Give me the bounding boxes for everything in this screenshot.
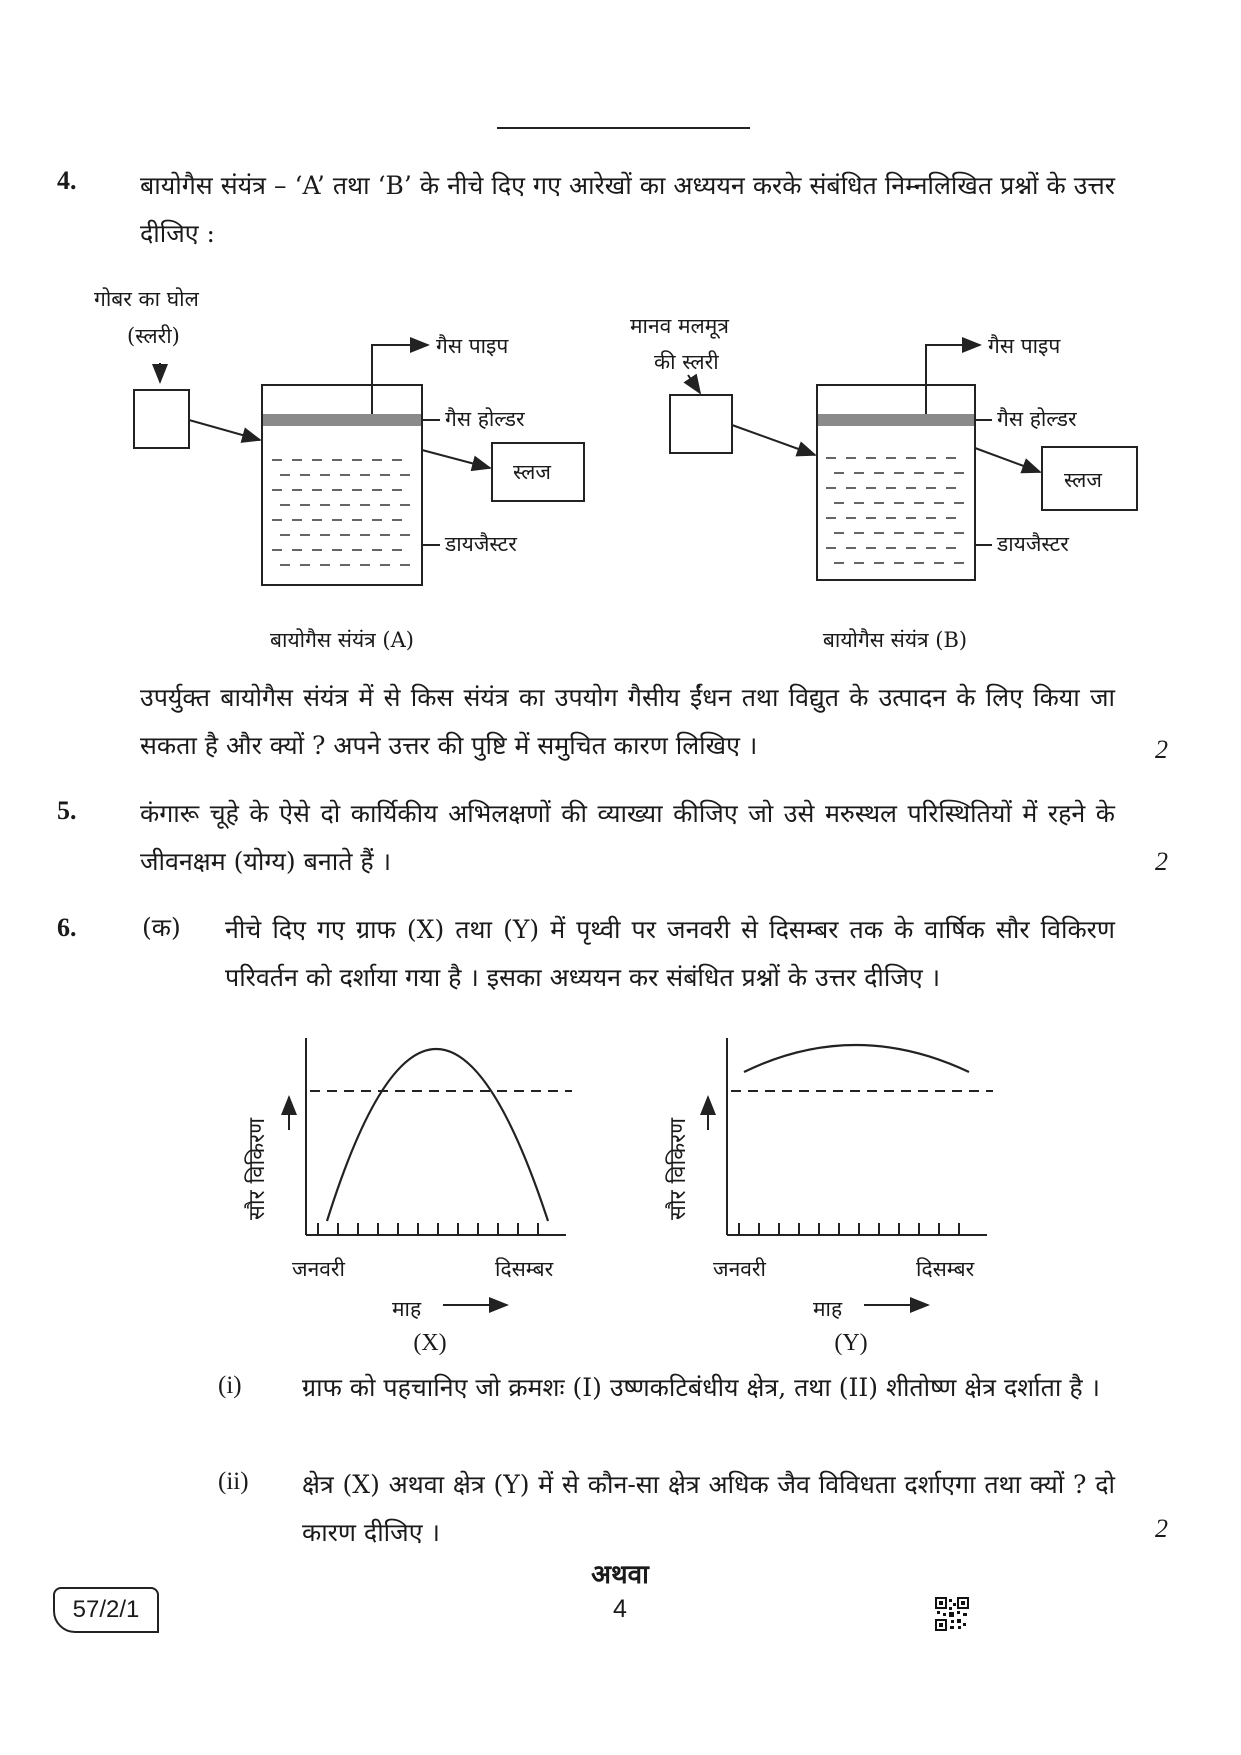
graph-x-start-label: जनवरी bbox=[292, 1257, 345, 1281]
diagram-a-gas-pipe-label: गैस पाइप bbox=[436, 334, 509, 358]
diagram-a-slurry-dashes bbox=[272, 460, 410, 565]
q6-sub-ii-text: क्षेत्र (X) अथवा क्षेत्र (Y) में से कौन-सा क्षेत्र अधिक जैव विविधता दर्शाएगा तथा क्यों ? दो कारण दीजिए । bbox=[302, 1470, 1115, 1547]
biogas-diagrams bbox=[0, 0, 1241, 660]
page-number: 4 bbox=[613, 1595, 627, 1623]
paper-code: 57/2/1 bbox=[53, 1587, 159, 1633]
graph-x-axis-label: माह bbox=[392, 1297, 422, 1321]
graph-x-caption: (X) bbox=[413, 1330, 447, 1356]
q5-text: कंगारू चूहे के ऐसे दो कार्यिकीय अभिलक्षणों की व्याख्या कीजिए जो उसे मरुस्थल परिस्थितियों में रहने के जीवनक्षम (योग्य) बनाते हैं । bbox=[140, 799, 1115, 876]
diagram-b-gas-holder-label: गैस होल्डर bbox=[997, 407, 1077, 431]
graph-x-y-label: सौर विकिरण bbox=[245, 1118, 270, 1220]
q4-number: 4. bbox=[57, 166, 77, 195]
q4-marks: 2 bbox=[1155, 735, 1168, 764]
diagram-a-caption: बायोगैस संयंत्र (A) bbox=[270, 628, 414, 652]
diagram-a-input-label: गोबर का घोल bbox=[94, 287, 199, 311]
q6-number: 6. bbox=[57, 913, 77, 942]
graph-x bbox=[289, 1038, 572, 1235]
graph-y-y-label: सौर विकिरण bbox=[666, 1118, 691, 1220]
graph-y-start-label: जनवरी bbox=[713, 1257, 766, 1281]
q5-number: 5. bbox=[57, 796, 77, 825]
graph-y-caption: (Y) bbox=[834, 1330, 868, 1356]
graph-x-end-label: दिसम्बर bbox=[495, 1257, 554, 1281]
q5-marks: 2 bbox=[1155, 847, 1168, 876]
diagram-a-input-box bbox=[134, 390, 189, 448]
diagram-a-gas-holder-label: गैस होल्डर bbox=[445, 407, 525, 431]
diagram-b-gas-pipe-label: गैस पाइप bbox=[988, 334, 1061, 358]
diagram-a-sludge-label: स्लज bbox=[513, 460, 551, 484]
diagram-a-gas-holder-band bbox=[263, 414, 421, 426]
q6-sub-ii-label: (ii) bbox=[218, 1468, 249, 1495]
or-heading: अथवा bbox=[591, 1560, 649, 1590]
q4-text: बायोगैस संयंत्र – ‘A’ तथा ‘B’ के नीचे दिए गए आरेखों का अध्ययन करके संबंधित निम्नलिखित प्रश्नों के उत्तर दीजिए : bbox=[140, 171, 1115, 248]
graph-x-month-ticks bbox=[318, 1223, 538, 1235]
diagram-b-input-box bbox=[670, 395, 732, 453]
diagram-b-input-label: मानव मलमूत्र bbox=[630, 314, 729, 338]
diagram-a-digester-label: डायजैस्टर bbox=[445, 532, 517, 556]
qr-code-icon bbox=[935, 1597, 969, 1631]
q6-sub-i-text: ग्राफ को पहचानिए जो क्रमशः (I) उष्णकटिबंधीय क्षेत्र, तथा (II) शीतोष्ण क्षेत्र दर्शाता है । bbox=[302, 1373, 1101, 1402]
q4-question: उपर्युक्त बायोगैस संयंत्र में से किस संयंत्र का उपयोग गैसीय ईंधन तथा विद्युत के उत्पादन के लिए किया जा सकता है और क्यों ? अपने उत्तर की पुष्टि में समुचित कारण लिखिए । bbox=[140, 683, 1115, 760]
diagram-b-input-label-2: की स्लरी bbox=[654, 350, 719, 374]
graph-y-axis-label: माह bbox=[813, 1297, 843, 1321]
q6-part: (क) bbox=[142, 913, 181, 942]
diagram-b-gas-holder-band bbox=[818, 414, 974, 426]
graph-y-end-label: दिसम्बर bbox=[916, 1257, 975, 1281]
graph-y-month-ticks bbox=[739, 1223, 959, 1235]
q6-sub-i-label: (i) bbox=[218, 1372, 242, 1399]
diagram-b-digester-label: डायजैस्टर bbox=[997, 532, 1069, 556]
graph-y-curve bbox=[744, 1045, 969, 1072]
month-arrows bbox=[0, 1290, 1241, 1320]
diagram-b-sludge-label: स्लज bbox=[1064, 468, 1102, 492]
diagram-b-slurry-dashes bbox=[826, 458, 964, 563]
diagram-a-input-label-2: (स्लरी) bbox=[127, 324, 180, 348]
q6-marks: 2 bbox=[1155, 1514, 1168, 1543]
diagram-b-caption: बायोगैस संयंत्र (B) bbox=[822, 628, 968, 652]
graph-x-curve bbox=[327, 1049, 548, 1221]
q6-text: नीचे दिए गए ग्राफ (X) तथा (Y) में पृथ्वी पर जनवरी से दिसम्बर तक के वार्षिक सौर विकिरण परिवर्तन को दर्शाया गया है । इसका अध्ययन कर संबंधित प्रश्नों के उत्तर दीजिए । bbox=[225, 915, 1115, 992]
radiation-graphs bbox=[0, 1020, 1241, 1240]
graph-y bbox=[708, 1038, 993, 1235]
